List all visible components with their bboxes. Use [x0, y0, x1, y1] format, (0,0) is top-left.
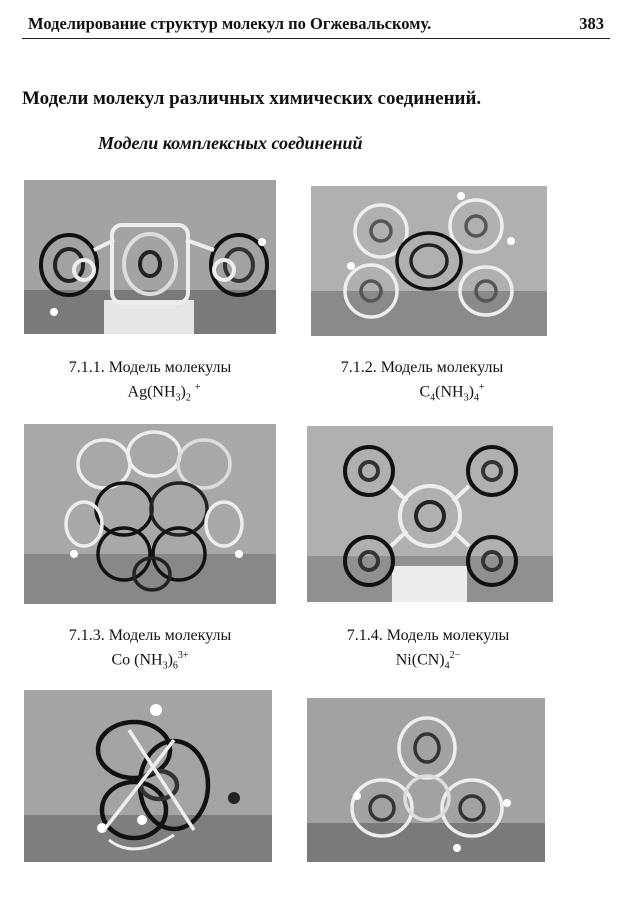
page-number: 383: [579, 14, 604, 33]
photo-model-7-1-1: [24, 180, 276, 334]
photo-model-7-1-3: [24, 424, 276, 604]
caption-formula: $Ag(NH_3)_2^+$: [127, 382, 201, 404]
caption-formula: $C_4(NH_3)_4^+$: [419, 382, 485, 404]
caption-label: 7.1.4. Модель молекулы: [346, 627, 510, 644]
caption-7-1-2: [312, 358, 532, 409]
photo-model-7-1-6: [307, 698, 545, 862]
subsection-title: Модели комплексных соединений: [98, 133, 363, 153]
photo-model-7-1-4: [307, 426, 553, 602]
caption-label: 7.1.3. Модель молекулы: [68, 627, 232, 644]
caption-formula: Co $(NH_3)_6^{3+}$: [111, 650, 189, 672]
photo-model-7-1-5: [24, 690, 272, 862]
caption-label: 7.1.2. Модель молекулы: [340, 359, 504, 376]
photo-model-7-1-2: [311, 186, 547, 336]
caption-7-1-3: [40, 626, 260, 677]
caption-label: 7.1.1. Модель молекулы: [68, 359, 232, 376]
running-header: [22, 8, 610, 39]
caption-7-1-4: [318, 626, 538, 677]
caption-formula: $Ni(CN)_4^{2-}$: [395, 650, 461, 672]
running-header-title: Моделирование структур молекул по Огжевальскому.: [28, 14, 432, 33]
caption-7-1-1: [40, 358, 260, 409]
section-title: Модели молекул различных химических соединений.: [22, 88, 482, 109]
